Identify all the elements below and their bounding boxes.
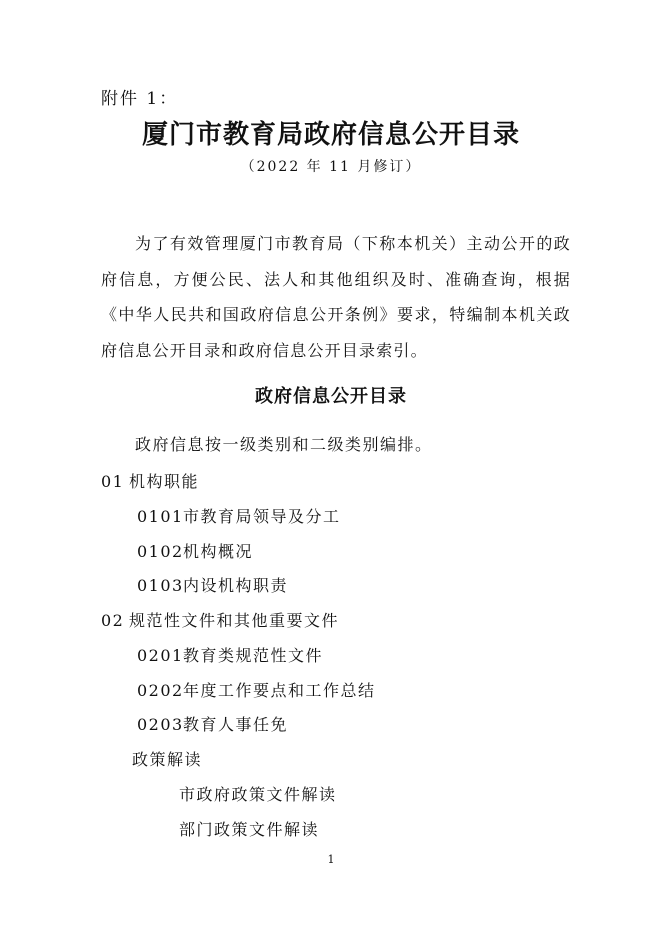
item-name: 内设机构职责 xyxy=(183,576,289,595)
list-item xyxy=(137,678,376,701)
list-item xyxy=(137,712,288,735)
section-title: 政府信息公开目录 xyxy=(255,386,407,407)
list-item xyxy=(137,504,341,527)
page-title: 厦门市教育局政府信息公开目录 xyxy=(141,120,520,150)
item-code: 0101 xyxy=(137,507,184,526)
item-code: 0202 xyxy=(137,681,184,700)
attachment-label: 附件 1： xyxy=(101,89,179,109)
page-number: 1 xyxy=(327,853,335,866)
category-code: 02 xyxy=(101,611,125,630)
section-description: 政府信息按一级类别和二级类别编排。 xyxy=(135,435,433,454)
item-name: 机构概况 xyxy=(183,542,254,561)
intro-paragraph: 为了有效管理厦门市教育局（下称本机关）主动公开的政府信息，方便公民、法人和其他组织及时、准确查询，根据《中华人民共和国政府信息公开条例》要求，特编制本机关政府信息公开目录和政府信息公开目录索引。 xyxy=(101,234,571,360)
item-name: 年度工作要点和工作总结 xyxy=(183,681,376,700)
category-name: 机构职能 xyxy=(129,472,200,491)
item-code: 0201 xyxy=(137,646,184,665)
list-item: 部门政策文件解读 xyxy=(179,820,320,839)
item-code: 0203 xyxy=(137,715,184,734)
item-code: 0102 xyxy=(137,542,184,561)
list-item: 市政府政策文件解读 xyxy=(179,785,337,804)
category-01 xyxy=(101,469,199,492)
item-code: 0103 xyxy=(137,576,184,595)
list-item xyxy=(137,573,288,596)
list-item xyxy=(137,539,253,562)
category-code: 01 xyxy=(101,472,125,491)
revision-date: （2022 年 11 月修订） xyxy=(240,159,422,175)
policy-heading: 政策解读 xyxy=(132,750,203,769)
category-02 xyxy=(101,608,339,631)
item-name: 教育人事任免 xyxy=(183,715,289,734)
list-item xyxy=(137,643,323,666)
item-name: 教育类规范性文件 xyxy=(183,646,324,665)
category-name: 规范性文件和其他重要文件 xyxy=(129,611,340,630)
item-name: 市教育局领导及分工 xyxy=(183,507,341,526)
